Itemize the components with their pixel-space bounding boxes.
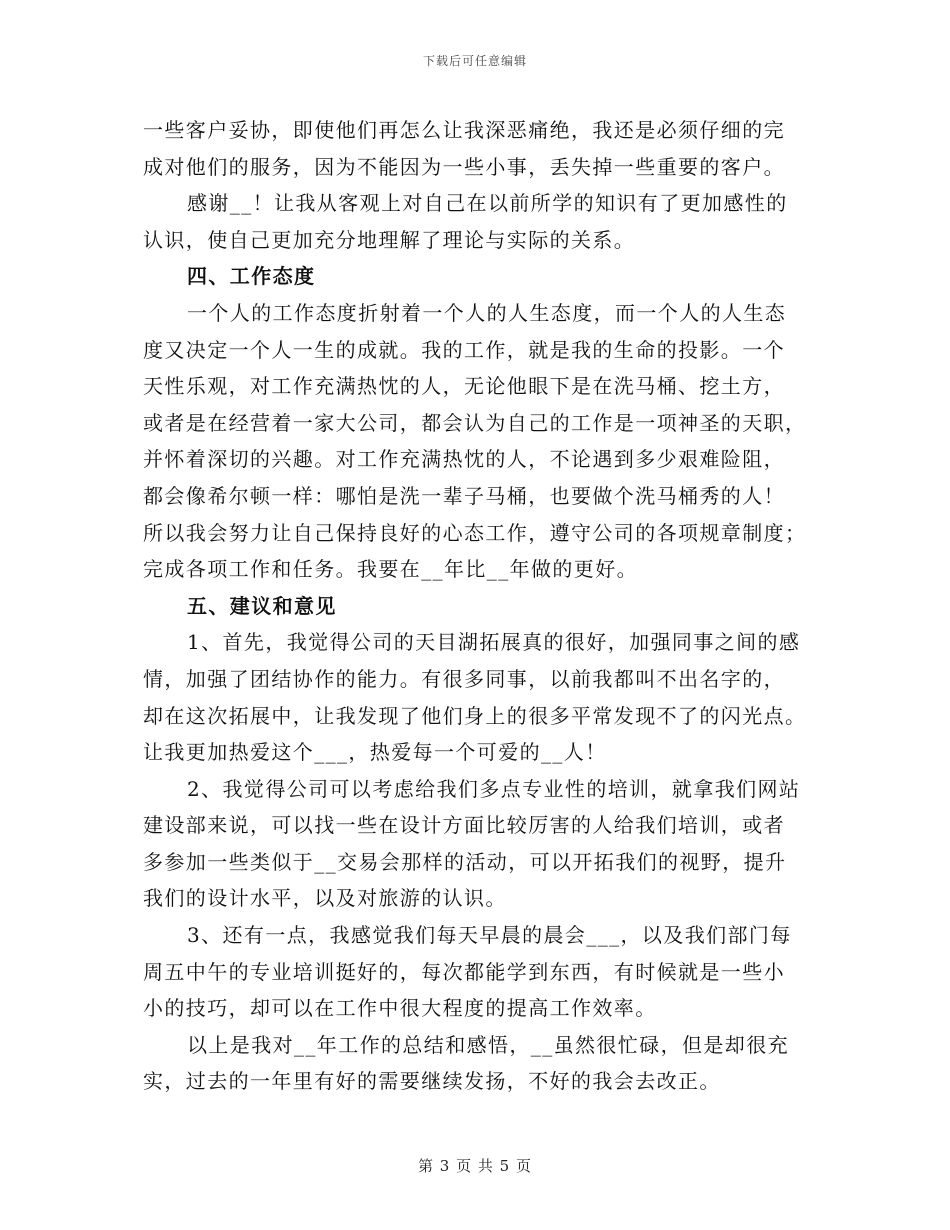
paragraph-line: 实，过去的一年里有好的需要继续发扬，不好的我会去改正。 bbox=[143, 1069, 721, 1094]
paragraph-line: 周五中午的专业培训挺好的，每次都能学到东西，有时候就是一些小 bbox=[143, 959, 785, 984]
paragraph-line: 以上是我对__年工作的总结和感悟，__虽然很忙碌，但是却很充 bbox=[187, 1032, 789, 1057]
paragraph-line: 2、我觉得公司可以考虑给我们多点专业性的培训，就拿我们网站 bbox=[187, 776, 801, 801]
section-heading-work-attitude: 四、工作态度 bbox=[187, 264, 316, 289]
paragraph-line: 完成各项工作和任务。我要在__年比__年做的更好。 bbox=[143, 557, 638, 582]
paragraph-line: 成对他们的服务，因为不能因为一些小事，丢失掉一些重要的客户。 bbox=[143, 154, 785, 179]
paragraph-line: 所以我会努力让自己保持良好的心态工作，遵守公司的各项规章制度； bbox=[143, 520, 807, 545]
paragraph-line: 或者是在经营着一家大公司，都会认为自己的工作是一项神圣的天职， bbox=[143, 410, 807, 435]
paragraph-line: 多参加一些类似于__交易会那样的活动，可以开拓我们的视野，提升 bbox=[143, 849, 787, 874]
paragraph-line: 天性乐观，对工作充满热忱的人，无论他眼下是在洗马桶、挖土方， bbox=[143, 374, 785, 399]
paragraph-line: 1、首先，我觉得公司的天目湖拓展真的很好，加强同事之间的感 bbox=[187, 630, 801, 655]
paragraph-line: 一些客户妥协，即使他们再怎么让我深恶痛绝，我还是必须仔细的完 bbox=[143, 118, 785, 142]
section-heading-suggestions: 五、建议和意见 bbox=[187, 593, 337, 618]
paragraph-line: 3、还有一点，我感觉我们每天早晨的晨会___，以及我们部门每 bbox=[187, 923, 792, 948]
paragraph-line: 一个人的工作态度折射着一个人的人生态度，而一个人的人生态 bbox=[187, 300, 787, 325]
page-header: 下载后可任意编辑 bbox=[422, 54, 527, 68]
paragraph-line: 建设部来说，可以找一些在设计方面比较厉害的人给我们培训，或者 bbox=[143, 813, 785, 838]
page-number: 第 3 页 共 5 页 bbox=[418, 1157, 532, 1175]
paragraph-line: 认识，使自己更加充分地理解了理论与实际的关系。 bbox=[143, 227, 636, 252]
paragraph-line: 我们的设计水平，以及对旅游的认识。 bbox=[143, 886, 507, 911]
paragraph-line: 度又决定一个人一生的成就。我的工作，就是我的生命的投影。一个 bbox=[143, 337, 785, 362]
document-body bbox=[143, 112, 807, 1100]
paragraph-line: 情，加强了团结协作的能力。有很多同事，以前我都叫不出名字的， bbox=[143, 666, 785, 691]
paragraph-line: 都会像希尔顿一样：哪怕是洗一辈子马桶，也要做个洗马桶秀的人！ bbox=[143, 483, 785, 508]
paragraph-line: 并怀着深切的兴趣。对工作充满热忱的人，不论遇到多少艰难险阻， bbox=[143, 447, 785, 472]
paragraph-line: 感谢__！让我从客观上对自己在以前所学的知识有了更加感性的 bbox=[187, 191, 788, 216]
paragraph-line: 让我更加热爱这个___，热爱每一个可爱的__人！ bbox=[143, 740, 607, 765]
paragraph-line: 却在这次拓展中，让我发现了他们身上的很多平常发现不了的闪光点。 bbox=[143, 703, 807, 728]
paragraph-line: 小的技巧，却可以在工作中很大程度的提高工作效率。 bbox=[143, 996, 657, 1021]
